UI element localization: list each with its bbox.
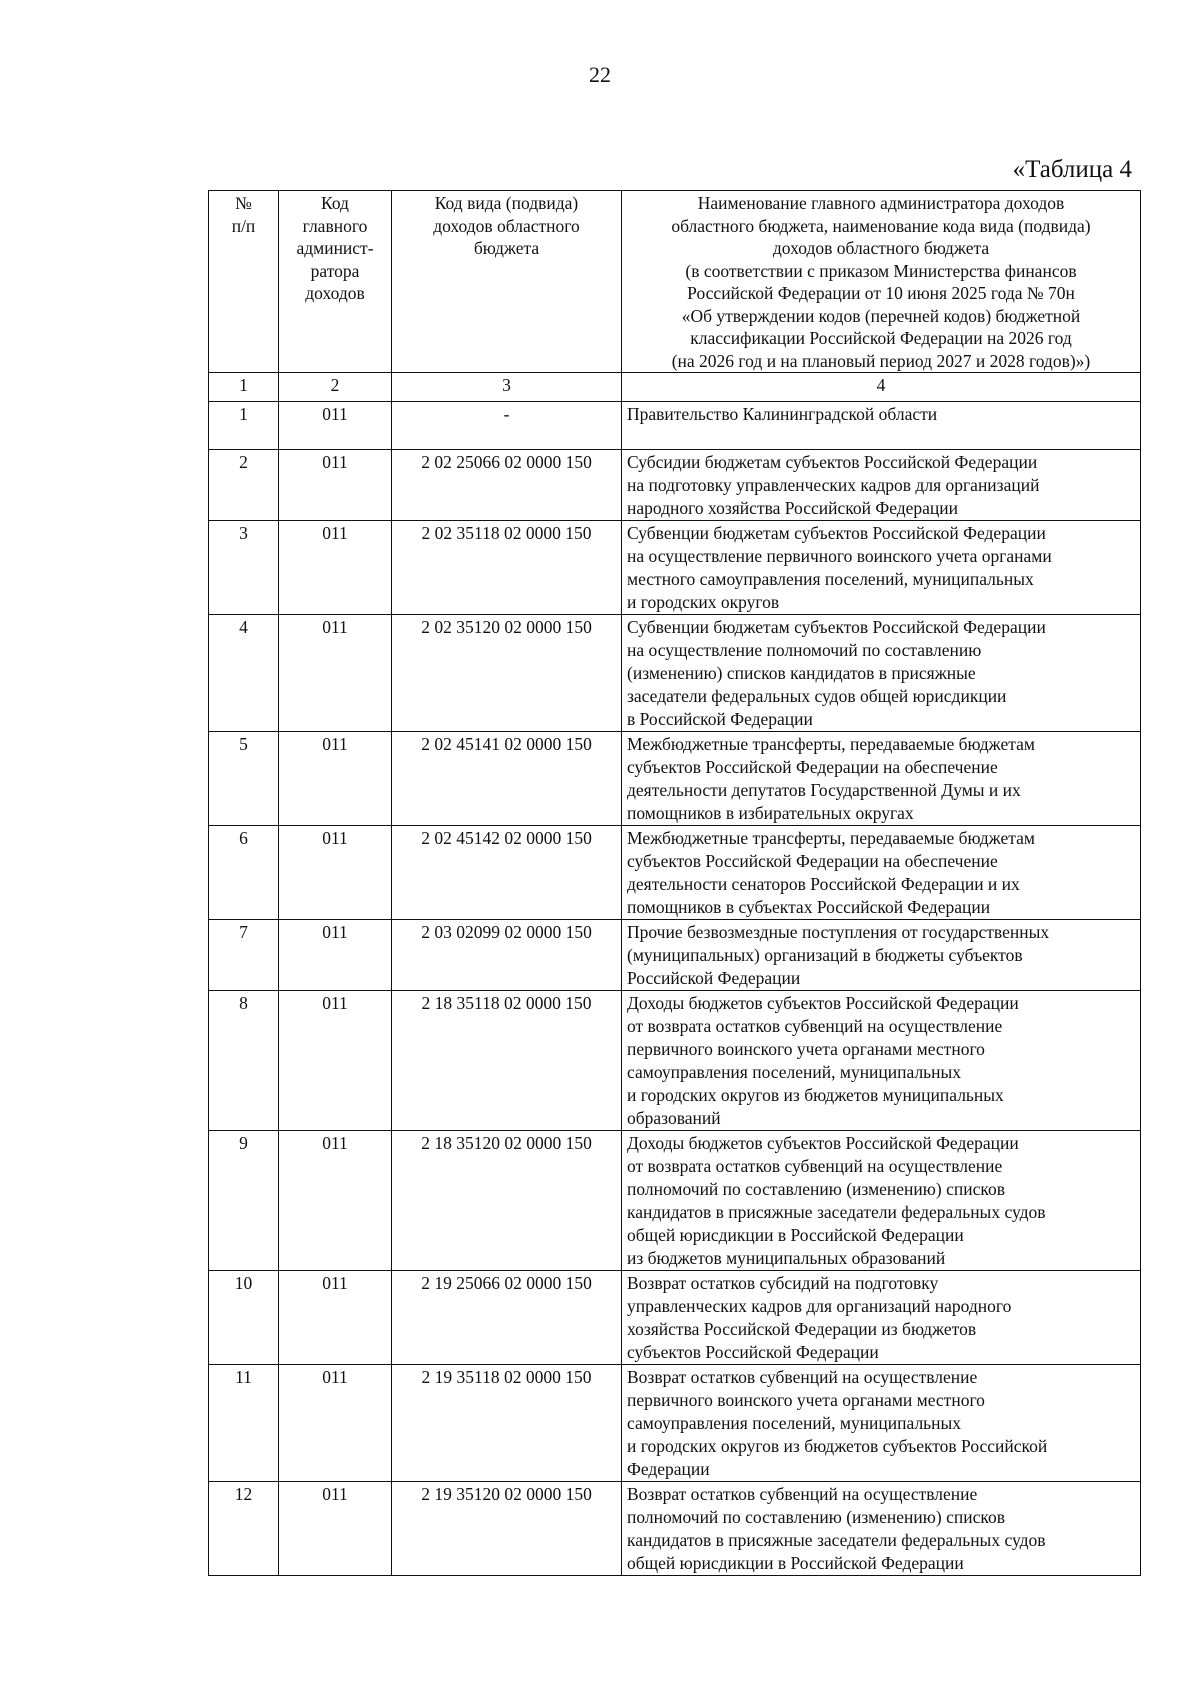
revenue-description bbox=[622, 1482, 1141, 1576]
description-line: на подготовку управленческих кадров для организаций bbox=[627, 475, 1040, 495]
description-line: из бюджетов муниципальных образований bbox=[627, 1248, 946, 1268]
revenue-description bbox=[622, 615, 1141, 732]
description-line: субъектов Российской Федерации на обеспечение bbox=[627, 851, 998, 871]
admin-code: 011 bbox=[279, 615, 392, 732]
row-number: 4 bbox=[209, 615, 279, 732]
revenue-code: 2 02 25066 02 0000 150 bbox=[392, 450, 622, 521]
row-number: 11 bbox=[209, 1365, 279, 1482]
revenue-code: 2 18 35118 02 0000 150 bbox=[392, 991, 622, 1131]
description-line: заседатели федеральных судов общей юрисдикции bbox=[627, 686, 1007, 706]
header-line: (на 2026 год и на плановый период 2027 и 2028 годов)») bbox=[671, 350, 1091, 371]
header-line: главного bbox=[302, 215, 368, 236]
header-line: Наименование главного администратора доходов bbox=[697, 193, 1065, 213]
description-line: (муниципальных) организаций в бюджеты субъектов bbox=[627, 945, 1023, 965]
admin-code: 011 bbox=[279, 1131, 392, 1271]
description-line: и городских округов bbox=[627, 592, 780, 612]
header-line: Код bbox=[321, 193, 349, 213]
description-line: Субсидии бюджетам субъектов Российской Федерации bbox=[627, 452, 1038, 472]
admin-code: 011 bbox=[279, 1271, 392, 1365]
description-line: Российской Федерации bbox=[627, 968, 801, 988]
description-line: Правительство Калининградской области bbox=[627, 404, 938, 424]
revenue-code: 2 02 45142 02 0000 150 bbox=[392, 826, 622, 920]
revenue-code: 2 19 35120 02 0000 150 bbox=[392, 1482, 622, 1576]
description-line: Доходы бюджетов субъектов Российской Федерации bbox=[627, 993, 1019, 1013]
revenue-code: 2 02 45141 02 0000 150 bbox=[392, 732, 622, 826]
header-number bbox=[209, 191, 279, 373]
row-number: 6 bbox=[209, 826, 279, 920]
row-number: 3 bbox=[209, 521, 279, 615]
description-line: управленческих кадров для организаций народного bbox=[627, 1296, 1012, 1316]
revenue-description bbox=[622, 991, 1141, 1131]
description-line: помощников в субъектах Российской Федерации bbox=[627, 897, 991, 917]
revenue-description bbox=[622, 732, 1141, 826]
description-line: субъектов Российской Федерации на обеспечение bbox=[627, 757, 998, 777]
admin-code: 011 bbox=[279, 402, 392, 450]
description-line: первичного воинского учета органами местного bbox=[627, 1039, 985, 1059]
row-number: 1 bbox=[209, 402, 279, 450]
revenue-description bbox=[622, 450, 1141, 521]
header-line: бюджета bbox=[473, 238, 540, 258]
description-line: Прочие безвозмездные поступления от государственных bbox=[627, 922, 1050, 942]
header-line: «Об утверждении кодов (перечней кодов) бюджетной bbox=[681, 305, 1081, 326]
description-line: Возврат остатков субвенций на осуществление bbox=[627, 1484, 978, 1504]
table-row bbox=[209, 402, 1141, 450]
admin-code: 011 bbox=[279, 521, 392, 615]
description-line: общей юрисдикции в Российской Федерации bbox=[627, 1225, 964, 1245]
description-line: от возврата остатков субвенций на осуществление bbox=[627, 1156, 1003, 1176]
table-row bbox=[209, 1365, 1141, 1482]
header-line: Код вида (подвида) bbox=[434, 193, 579, 213]
row-number: 8 bbox=[209, 991, 279, 1131]
description-line: народного хозяйства Российской Федерации bbox=[627, 498, 959, 518]
description-line: Межбюджетные трансферты, передаваемые бюджетам bbox=[627, 734, 1035, 754]
revenue-code: 2 02 35118 02 0000 150 bbox=[392, 521, 622, 615]
header-admin-code bbox=[279, 191, 392, 373]
row-number: 2 bbox=[209, 450, 279, 521]
header-revenue-code bbox=[392, 191, 622, 373]
table-body bbox=[209, 402, 1141, 1576]
header-line: классификации Российской Федерации на 2026 год bbox=[690, 328, 1072, 348]
description-line: Доходы бюджетов субъектов Российской Федерации bbox=[627, 1133, 1019, 1153]
header-line: доходов областного bbox=[433, 215, 580, 236]
header-line: ратора bbox=[310, 260, 360, 281]
description-line: Возврат остатков субсидий на подготовку bbox=[627, 1273, 939, 1293]
revenue-description bbox=[622, 920, 1141, 991]
description-line: и городских округов из бюджетов субъектов Российской bbox=[627, 1436, 1048, 1456]
table-header bbox=[209, 191, 1141, 402]
description-line: и городских округов из бюджетов муниципальных bbox=[627, 1085, 1004, 1105]
column-numbers-row bbox=[209, 373, 1141, 402]
revenue-code: 2 18 35120 02 0000 150 bbox=[392, 1131, 622, 1271]
description-line: Субвенции бюджетам субъектов Российской Федерации bbox=[627, 617, 1046, 637]
column-number: 1 bbox=[209, 373, 279, 402]
revenue-code: - bbox=[392, 402, 622, 450]
description-line: самоуправления поселений, муниципальных bbox=[627, 1062, 962, 1082]
header-line: (в соответствии с приказом Министерства финансов bbox=[685, 260, 1077, 281]
revenue-description bbox=[622, 521, 1141, 615]
admin-code: 011 bbox=[279, 920, 392, 991]
revenue-code: 2 19 25066 02 0000 150 bbox=[392, 1271, 622, 1365]
header-name bbox=[622, 191, 1141, 373]
description-line: Возврат остатков субвенций на осуществление bbox=[627, 1367, 978, 1387]
revenue-description bbox=[622, 1271, 1141, 1365]
description-line: самоуправления поселений, муниципальных bbox=[627, 1413, 962, 1433]
description-line: деятельности сенаторов Российской Федерации и их bbox=[627, 874, 1020, 894]
table-row bbox=[209, 615, 1141, 732]
revenue-code: 2 03 02099 02 0000 150 bbox=[392, 920, 622, 991]
description-line: первичного воинского учета органами местного bbox=[627, 1390, 985, 1410]
revenue-description bbox=[622, 1131, 1141, 1271]
admin-code: 011 bbox=[279, 1365, 392, 1482]
page-number: 22 bbox=[589, 62, 611, 87]
table-row bbox=[209, 450, 1141, 521]
description-line bbox=[627, 426, 1135, 449]
column-number: 3 bbox=[392, 373, 622, 402]
description-line: общей юрисдикции в Российской Федерации bbox=[627, 1553, 964, 1573]
header-line: областного бюджета, наименование кода вида (подвида) bbox=[671, 215, 1091, 236]
row-number: 12 bbox=[209, 1482, 279, 1576]
table-row bbox=[209, 1271, 1141, 1365]
header-line: № bbox=[235, 193, 252, 213]
description-line: на осуществление полномочий по составлению bbox=[627, 640, 982, 660]
row-number: 7 bbox=[209, 920, 279, 991]
row-number: 9 bbox=[209, 1131, 279, 1271]
description-line: Межбюджетные трансферты, передаваемые бюджетам bbox=[627, 828, 1035, 848]
header-row bbox=[209, 191, 1141, 373]
row-number: 5 bbox=[209, 732, 279, 826]
table-row bbox=[209, 826, 1141, 920]
revenue-description bbox=[622, 1365, 1141, 1482]
table-row bbox=[209, 920, 1141, 991]
column-number: 4 bbox=[622, 373, 1141, 402]
revenue-description bbox=[622, 826, 1141, 920]
admin-code: 011 bbox=[279, 732, 392, 826]
table-caption: «Таблица 4 bbox=[1012, 156, 1132, 183]
revenue-code: 2 19 35118 02 0000 150 bbox=[392, 1365, 622, 1482]
header-line: доходов bbox=[305, 283, 365, 303]
description-line: полномочий по составлению (изменению) списков bbox=[627, 1507, 1005, 1527]
table-row bbox=[209, 521, 1141, 615]
description-line: кандидатов в присяжные заседатели федеральных судов bbox=[627, 1530, 1046, 1550]
column-number: 2 bbox=[279, 373, 392, 402]
description-line: на осуществление первичного воинского учета органами bbox=[627, 546, 1052, 566]
header-line: п/п bbox=[231, 215, 256, 236]
revenue-codes-table bbox=[208, 190, 1141, 1576]
table-row bbox=[209, 732, 1141, 826]
header-line: Российской Федерации от 10 июня 2025 года № 70н bbox=[687, 283, 1075, 303]
description-line: помощников в избирательных округах bbox=[627, 803, 914, 823]
revenue-code: 2 02 35120 02 0000 150 bbox=[392, 615, 622, 732]
description-line: (изменению) списков кандидатов в присяжные bbox=[627, 663, 976, 683]
description-line: от возврата остатков субвенций на осуществление bbox=[627, 1016, 1003, 1036]
description-line: полномочий по составлению (изменению) списков bbox=[627, 1179, 1005, 1199]
description-line: субъектов Российской Федерации bbox=[627, 1342, 879, 1362]
table-row bbox=[209, 991, 1141, 1131]
table-row bbox=[209, 1482, 1141, 1576]
description-line: Субвенции бюджетам субъектов Российской Федерации bbox=[627, 523, 1046, 543]
header-line: админист- bbox=[296, 238, 374, 258]
admin-code: 011 bbox=[279, 826, 392, 920]
table-row bbox=[209, 1131, 1141, 1271]
admin-code: 011 bbox=[279, 991, 392, 1131]
description-line: в Российской Федерации bbox=[627, 709, 813, 729]
description-line: хозяйства Российской Федерации из бюджетов bbox=[627, 1319, 977, 1339]
admin-code: 011 bbox=[279, 450, 392, 521]
description-line: местного самоуправления поселений, муниципальных bbox=[627, 569, 1034, 589]
header-line: доходов областного бюджета bbox=[772, 238, 990, 258]
row-number: 10 bbox=[209, 1271, 279, 1365]
description-line: кандидатов в присяжные заседатели федеральных судов bbox=[627, 1202, 1046, 1222]
description-line: Федерации bbox=[627, 1459, 710, 1479]
description-line: деятельности депутатов Государственной Думы и их bbox=[627, 780, 1021, 800]
description-line: образований bbox=[627, 1108, 721, 1128]
admin-code: 011 bbox=[279, 1482, 392, 1576]
revenue-description bbox=[622, 402, 1141, 450]
